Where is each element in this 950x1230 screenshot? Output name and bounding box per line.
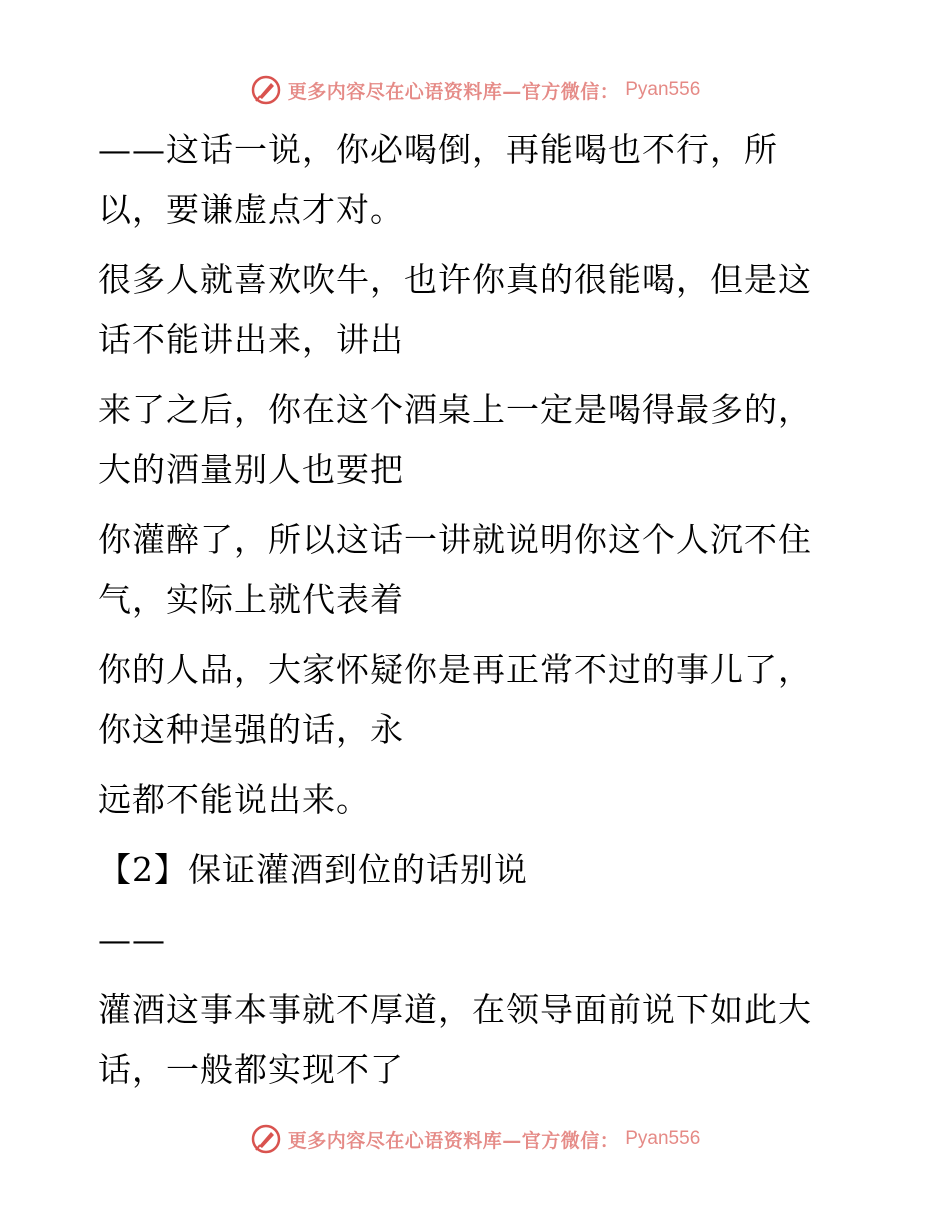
watermark-text: 更多内容尽在心语资料库—官方微信： [287,1129,620,1152]
paragraph-6: 远都不能说出来。 [98,780,370,819]
dash-line: —— [98,920,166,959]
watermark-footer [0,1119,950,1159]
quill-pen-icon [250,1123,282,1155]
quill-pen-icon [250,74,282,106]
watermark-text: 更多内容尽在心语资料库—官方微信： [287,80,620,103]
paragraph-1: ——这话一说，你必喝倒，再能喝也不行，所以，要谦虚点才对。 [98,130,778,229]
watermark-contact: Pyan556 [625,1128,701,1149]
paragraph-4: 你灌醉了，所以这话一讲就说明你这个人沉不住气，实际上就代表着 [98,520,812,619]
paragraph-2: 很多人就喜欢吹牛，也许你真的很能喝，但是这话不能讲出来，讲出 [98,260,812,359]
section-heading: 【2】保证灌酒到位的话别说 [98,850,528,889]
watermark-header [0,70,950,110]
watermark-contact: Pyan556 [625,79,701,100]
paragraph-7: 灌酒这事本事就不厚道，在领导面前说下如此大话，一般都实现不了 [98,990,812,1089]
paragraph-3: 来了之后，你在这个酒桌上一定是喝得最多的，大的酒量别人也要把 [98,390,812,489]
paragraph-5: 你的人品，大家怀疑你是再正常不过的事儿了，你这种逞强的话，永 [98,650,812,749]
document-body [98,120,838,1110]
